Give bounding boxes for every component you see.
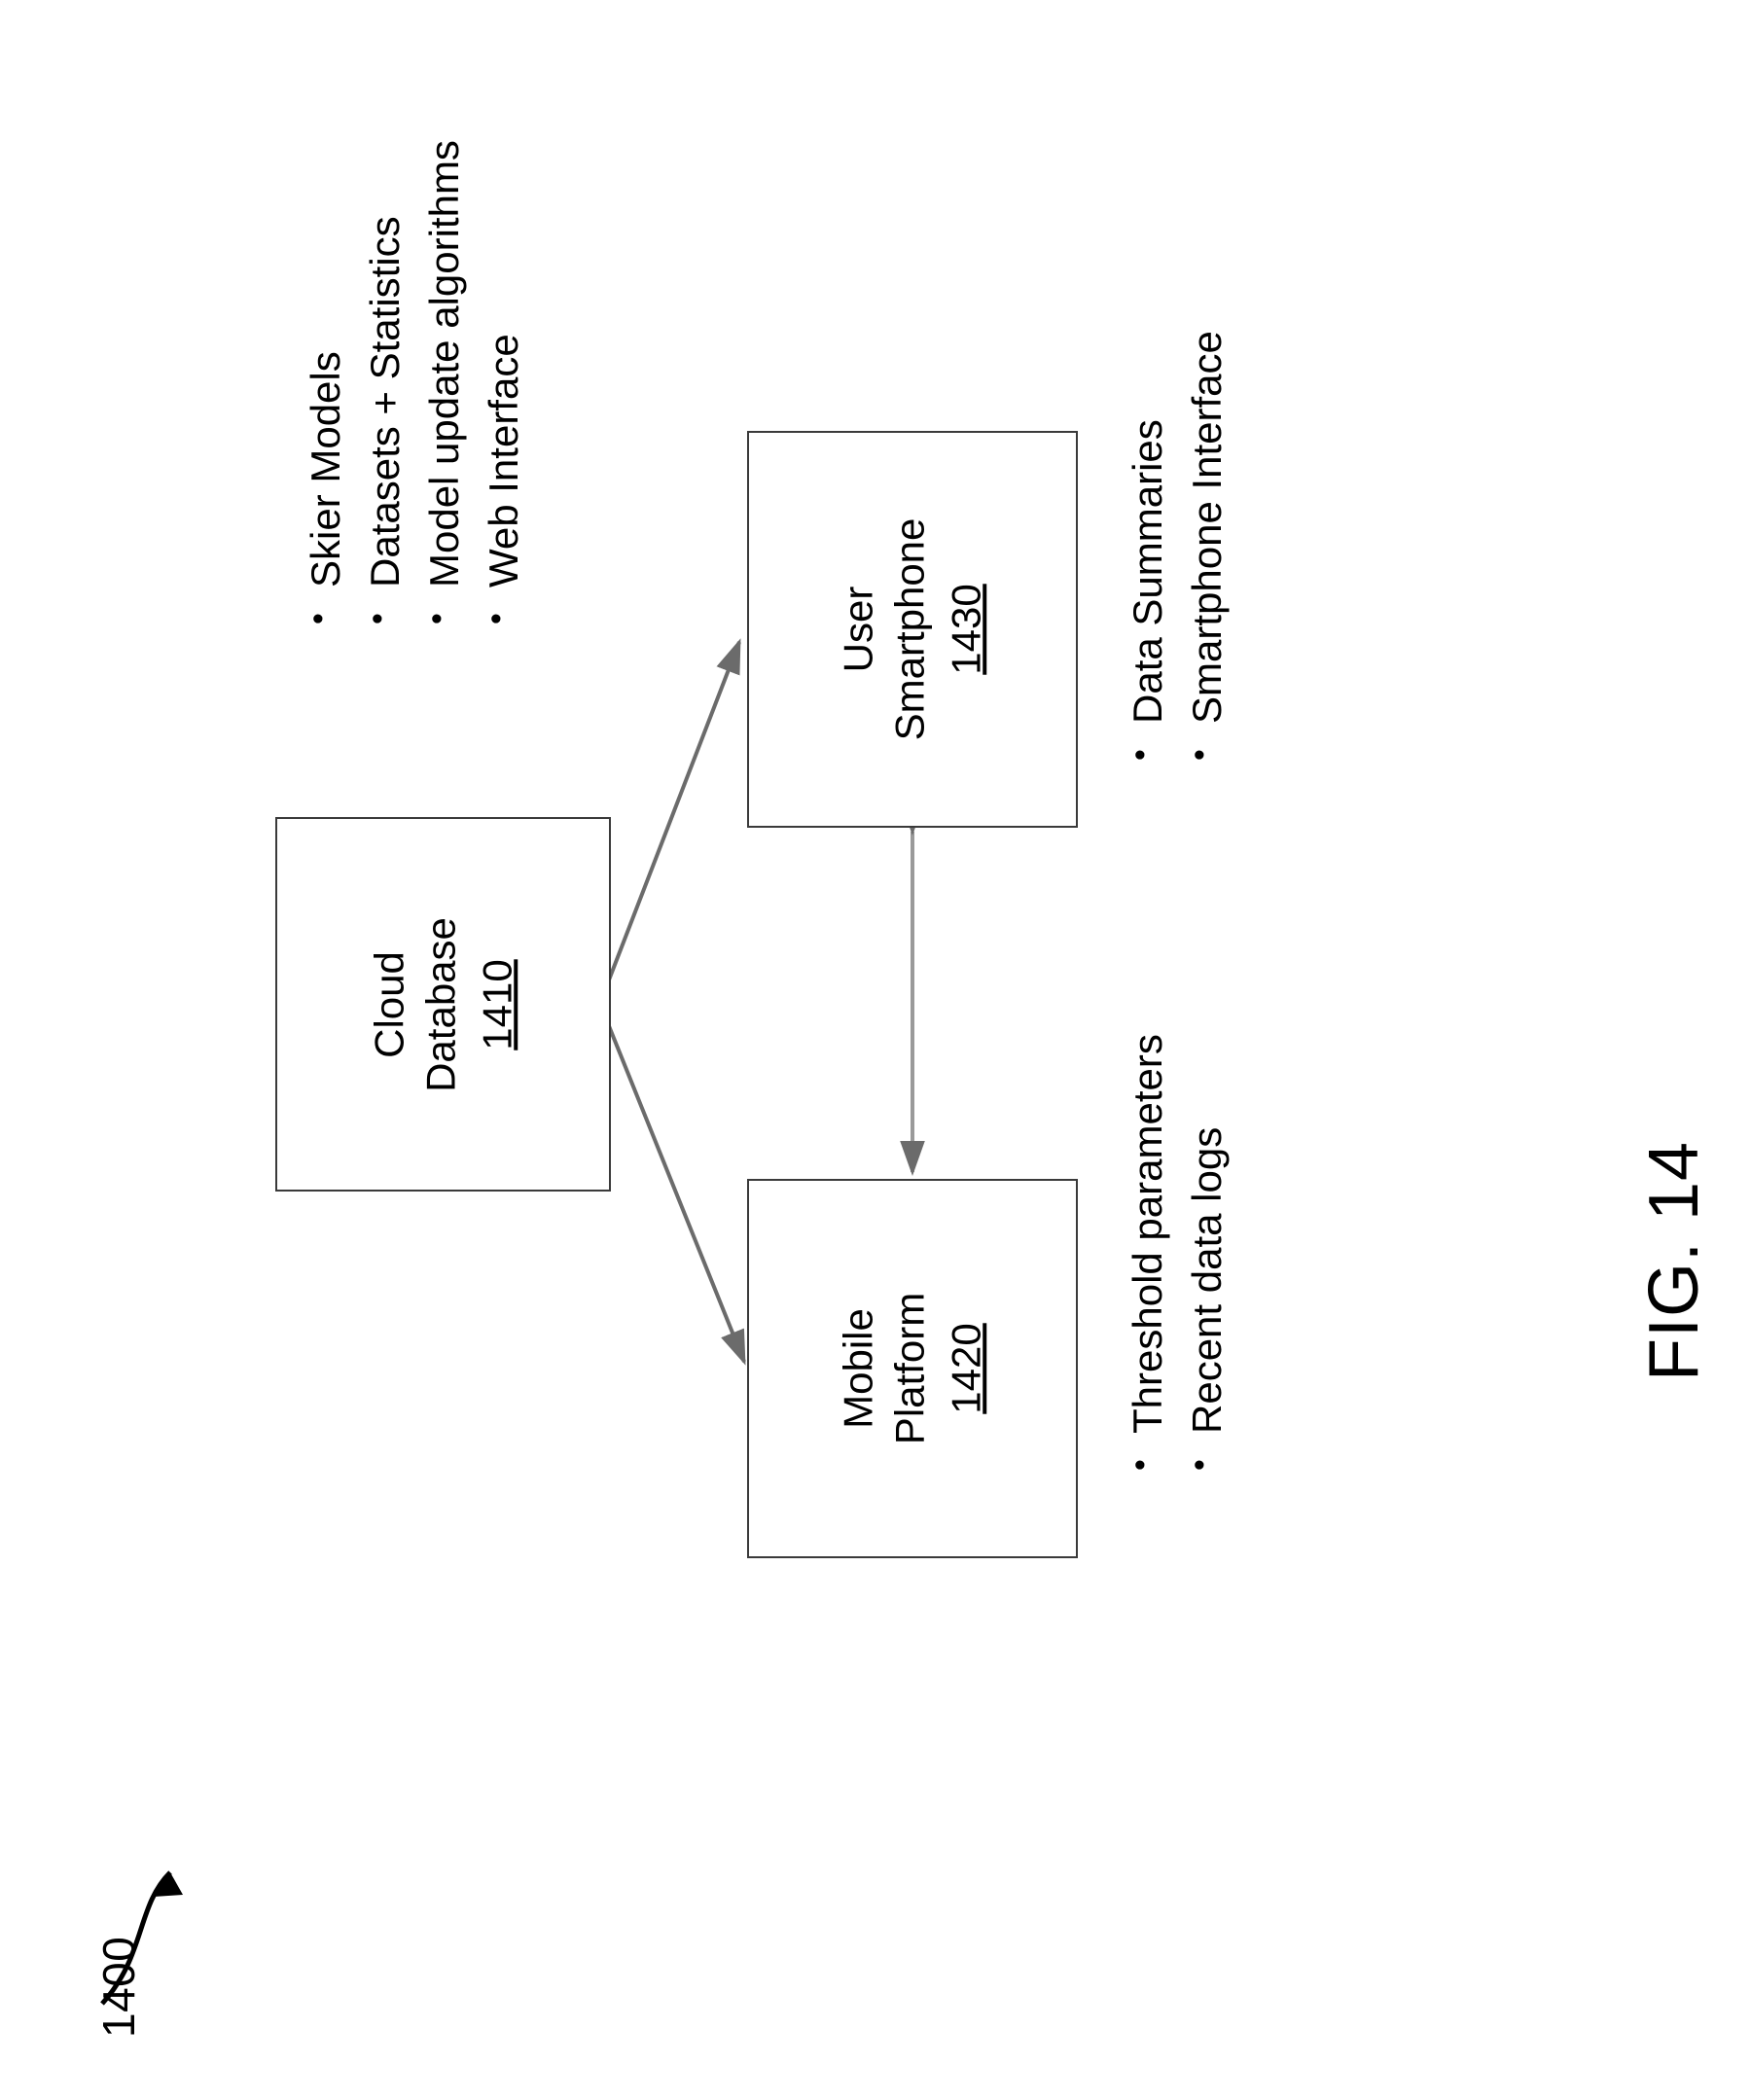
arrow-cloud-smartphone [608,642,739,982]
list-item: • Data Summaries [1119,331,1178,778]
node-cloud-database-label: Cloud Database 1410 [364,917,523,1092]
bullets-cloud-database [297,140,534,642]
list-item: • Web Interface [475,140,534,642]
list-item: • Datasets + Statistics [356,140,415,642]
figure-caption: FIG. 14 [1635,1140,1713,1381]
node-mobile-platform-ref: 1420 [943,1323,989,1414]
node-cloud-database-ref: 1410 [473,958,519,1050]
node-mobile-platform-label: Mobile Platform 1420 [833,1293,992,1444]
list-item: • Recent data logs [1178,1034,1237,1488]
node-user-smartphone[interactable] [747,431,1078,828]
list-item: • Threshold parameters [1119,1034,1178,1488]
list-item: • Skier Models [297,140,356,642]
list-item: • Model update algorithms [415,140,475,642]
arrow-cloud-mobile [603,1012,744,1362]
bullets-user-smartphone [1119,331,1237,778]
node-cloud-database[interactable] [275,817,611,1192]
node-user-smartphone-label: User Smartphone 1430 [833,518,992,741]
figure-callout-number: 1400 [93,1936,144,2038]
node-mobile-platform[interactable] [747,1179,1078,1558]
node-user-smartphone-ref: 1430 [943,584,989,675]
bullets-mobile-platform [1119,1034,1237,1488]
list-item: • Smartphone Interface [1178,331,1237,778]
